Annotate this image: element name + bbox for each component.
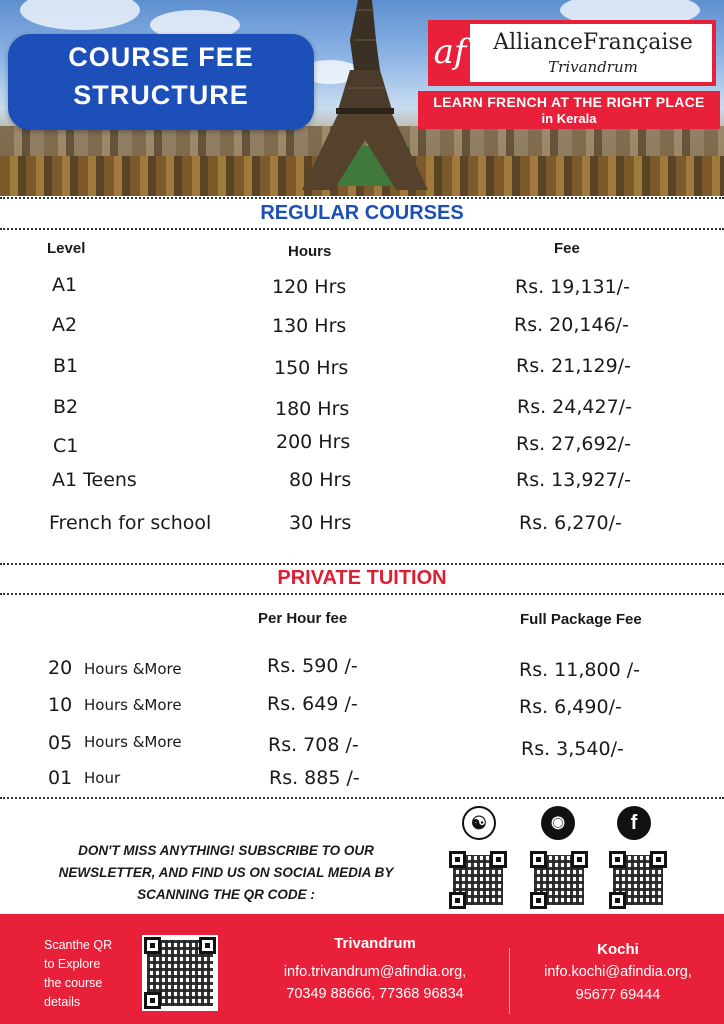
newsletter-text: DON'T MISS ANYTHING! SUBSCRIBE TO OUR NEWSLETTER, AND FIND US ON SOCIAL MEDIA BY SCANNING THE QR CODE : bbox=[58, 843, 394, 902]
kochi-email[interactable]: info.kochi@afindia.org, bbox=[544, 964, 692, 980]
hours-cell: 130 Hrs bbox=[272, 315, 347, 337]
tagline-line-2: in Kerala bbox=[541, 111, 597, 126]
divider bbox=[0, 197, 724, 199]
trivandrum-title: Trivandrum bbox=[334, 935, 416, 952]
fee-cell: Rs. 27,692/- bbox=[516, 433, 631, 455]
fee-cell: Rs. 6,270/- bbox=[519, 512, 622, 534]
hours-unit: Hours &More bbox=[84, 660, 182, 678]
level-cell: French for school bbox=[49, 512, 212, 534]
kochi-phone[interactable]: 95677 69444 bbox=[575, 987, 661, 1003]
hours-cell: 200 Hrs bbox=[276, 431, 351, 453]
eiffel-tower-icon bbox=[300, 0, 430, 190]
hours-count: 10 bbox=[48, 694, 73, 716]
fee-cell: Rs. 19,131/- bbox=[515, 276, 630, 298]
fee-cell: Rs. 13,927/- bbox=[516, 469, 631, 491]
divider bbox=[0, 563, 724, 565]
column-header-hours: Hours bbox=[288, 243, 332, 260]
divider bbox=[0, 593, 724, 595]
hours-unit: Hours &More bbox=[84, 733, 182, 751]
hours-cell: 150 Hrs bbox=[274, 357, 349, 379]
tagline-line-1: LEARN FRENCH AT THE RIGHT PLACE bbox=[433, 94, 705, 110]
brand-logo: af bbox=[433, 32, 467, 72]
hours-cell: 80 Hrs bbox=[289, 469, 352, 491]
column-header-fee: Fee bbox=[554, 240, 580, 257]
hours-cell: 30 Hrs bbox=[289, 512, 352, 534]
fee-cell: Rs. 21,129/- bbox=[516, 355, 631, 377]
hours-cell: 180 Hrs bbox=[275, 398, 350, 420]
title-line-1: COURSE FEE bbox=[68, 42, 254, 72]
level-cell: A2 bbox=[52, 314, 78, 336]
divider bbox=[0, 797, 724, 799]
trivandrum-phone[interactable]: 70349 88666, 77368 96834 bbox=[286, 986, 464, 1002]
hours-count: 05 bbox=[48, 732, 73, 754]
facebook-icon[interactable]: f bbox=[617, 806, 651, 840]
facebook-qr-code[interactable] bbox=[609, 851, 667, 909]
per-hour-fee: Rs. 708 /- bbox=[268, 734, 359, 756]
per-hour-fee: Rs. 885 /- bbox=[269, 767, 360, 789]
hours-unit: Hour bbox=[84, 769, 121, 787]
course-details-qr-code[interactable] bbox=[142, 935, 218, 1011]
package-fee: Rs. 11,800 /- bbox=[519, 659, 640, 681]
column-header-package: Full Package Fee bbox=[520, 611, 642, 628]
level-cell: B2 bbox=[53, 396, 79, 418]
package-fee: Rs. 3,540/- bbox=[521, 738, 624, 760]
regular-courses-title: REGULAR COURSES bbox=[260, 202, 464, 224]
hours-count: 01 bbox=[48, 767, 73, 789]
trivandrum-email[interactable]: info.trivandrum@afindia.org, bbox=[283, 964, 467, 980]
fee-cell: Rs. 20,146/- bbox=[514, 314, 629, 336]
brand-city: Trivandrum bbox=[548, 58, 638, 76]
column-header-per-hour: Per Hour fee bbox=[258, 610, 348, 627]
level-cell: C1 bbox=[53, 435, 79, 457]
private-tuition-title: PRIVATE TUITION bbox=[277, 567, 447, 589]
hours-count: 20 bbox=[48, 657, 73, 679]
level-cell: B1 bbox=[53, 355, 79, 377]
footer-divider bbox=[509, 948, 510, 1014]
hours-cell: 120 Hrs bbox=[272, 276, 347, 298]
instagram-qr-code[interactable] bbox=[530, 851, 588, 909]
scan-qr-caption: Scanthe QR to Explore the course details bbox=[44, 938, 113, 1009]
title-line-2: STRUCTURE bbox=[73, 80, 249, 110]
fee-cell: Rs. 24,427/- bbox=[517, 396, 632, 418]
per-hour-fee: Rs. 590 /- bbox=[267, 655, 358, 677]
globe-icon[interactable]: ☯ bbox=[462, 806, 496, 840]
hours-unit: Hours &More bbox=[84, 696, 182, 714]
level-cell: A1 bbox=[52, 274, 78, 296]
brand-name: AllianceFrançaise bbox=[493, 30, 693, 55]
divider bbox=[0, 228, 724, 230]
title-banner bbox=[8, 34, 314, 130]
column-header-level: Level bbox=[47, 240, 86, 257]
per-hour-fee: Rs. 649 /- bbox=[267, 693, 358, 715]
kochi-title: Kochi bbox=[597, 941, 639, 958]
website-qr-code[interactable] bbox=[449, 851, 507, 909]
level-cell: A1 Teens bbox=[52, 469, 137, 491]
instagram-icon[interactable]: ◉ bbox=[541, 806, 575, 840]
package-fee: Rs. 6,490/- bbox=[519, 696, 622, 718]
